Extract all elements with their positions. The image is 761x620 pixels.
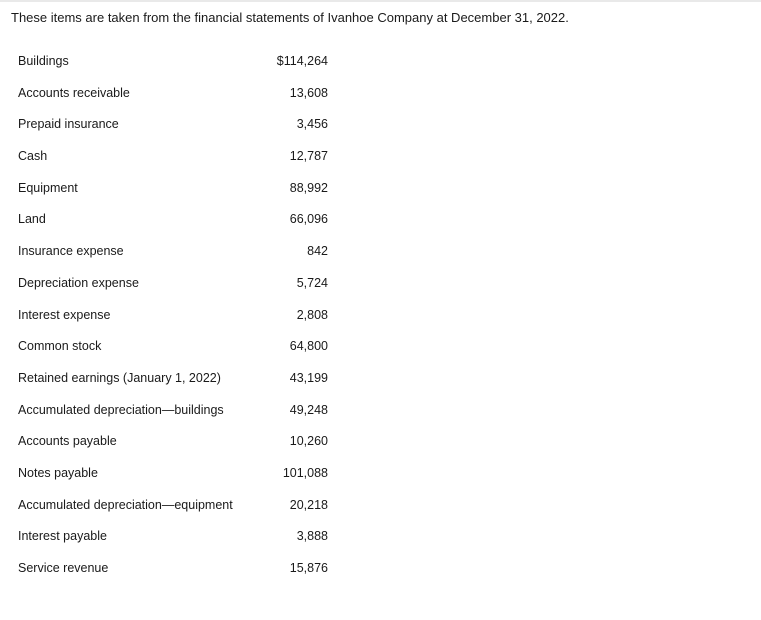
item-amount: $114,264 — [276, 54, 328, 68]
item-label: Equipment — [18, 180, 78, 195]
item-amount: 20,218 — [289, 497, 328, 512]
item-label: Accounts receivable — [18, 85, 130, 100]
item-label: Interest expense — [18, 307, 111, 322]
financial-items-list — [0, 46, 340, 585]
list-item — [0, 109, 340, 141]
list-item — [0, 426, 340, 458]
item-label: Common stock — [18, 339, 102, 354]
item-amount: 3,888 — [296, 529, 328, 544]
item-amount: 2,808 — [296, 307, 328, 322]
item-label: Prepaid insurance — [18, 117, 119, 132]
list-item — [0, 458, 340, 490]
item-label: Interest payable — [18, 529, 107, 544]
item-amount: 49,248 — [289, 402, 328, 417]
list-item — [0, 553, 340, 585]
item-amount: 3,456 — [296, 117, 328, 132]
item-amount: 66,096 — [289, 212, 328, 227]
item-label: Accumulated depreciation—equipment — [18, 497, 233, 512]
item-amount: 12,787 — [289, 149, 328, 164]
item-amount: 15,876 — [289, 561, 328, 575]
item-amount: 43,199 — [289, 370, 328, 385]
item-amount: 64,800 — [289, 339, 328, 354]
list-item — [0, 141, 340, 173]
item-amount: 88,992 — [289, 180, 328, 195]
top-divider — [0, 0, 761, 2]
list-item — [0, 331, 340, 363]
list-item — [0, 173, 340, 205]
item-label: Accumulated depreciation—buildings — [18, 402, 224, 417]
item-label: Depreciation expense — [18, 275, 139, 290]
list-item — [0, 236, 340, 268]
item-amount: 5,724 — [296, 275, 328, 290]
item-label: Land — [18, 212, 46, 227]
intro-text: These items are taken from the financial statements of Ivanhoe Company at December 31, 2022. — [11, 10, 569, 25]
item-amount: 101,088 — [282, 465, 328, 480]
item-label: Cash — [18, 149, 48, 164]
list-item — [0, 363, 340, 395]
item-amount: 13,608 — [289, 85, 328, 100]
list-item — [0, 300, 340, 332]
list-item — [0, 268, 340, 300]
item-label: Insurance expense — [18, 244, 124, 259]
list-item — [0, 395, 340, 427]
list-item — [0, 46, 340, 78]
item-amount: 10,260 — [289, 434, 328, 449]
list-item — [0, 78, 340, 110]
item-amount: 842 — [307, 244, 328, 259]
item-label: Buildings — [18, 54, 69, 68]
item-label: Notes payable — [18, 465, 98, 480]
list-item — [0, 204, 340, 236]
item-label: Retained earnings (January 1, 2022) — [18, 370, 221, 385]
list-item — [0, 490, 340, 522]
item-label: Accounts payable — [18, 434, 117, 449]
item-label: Service revenue — [18, 561, 109, 575]
list-item — [0, 521, 340, 553]
